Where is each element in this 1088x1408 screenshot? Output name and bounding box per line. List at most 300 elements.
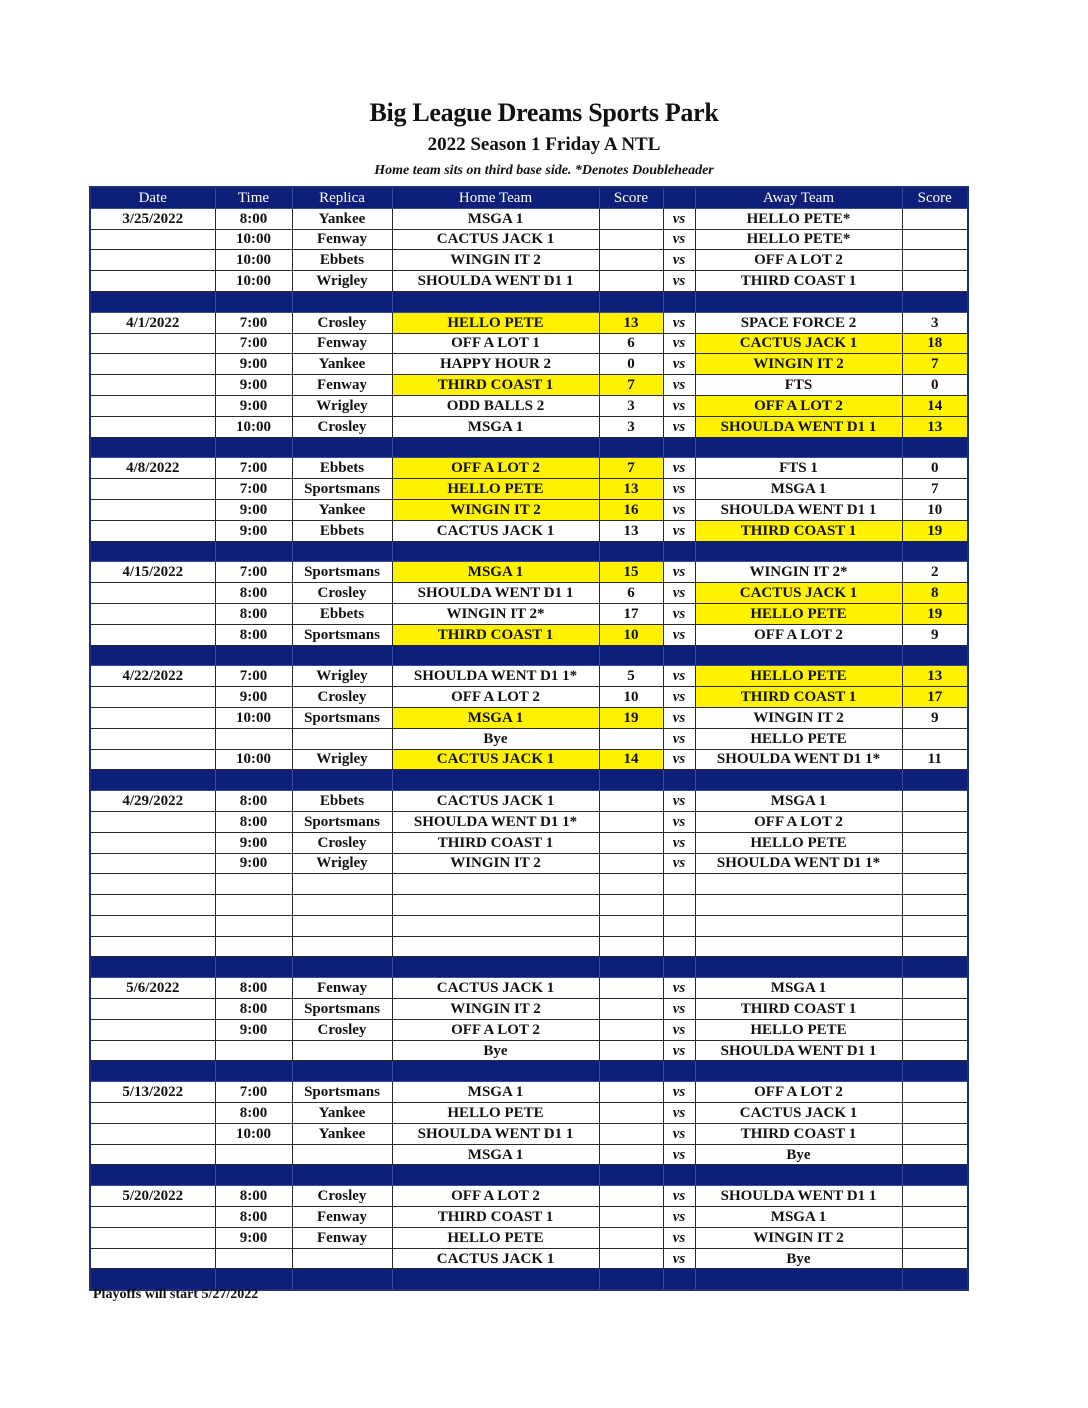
away-team-cell: THIRD COAST 1	[695, 999, 902, 1020]
vs-cell: vs	[663, 707, 695, 728]
separator-cell	[292, 291, 392, 312]
separator-cell	[695, 1269, 902, 1290]
separator-cell	[215, 291, 292, 312]
game-row	[90, 728, 968, 749]
col-header-vs	[663, 187, 695, 208]
game-row	[90, 853, 968, 874]
separator-cell	[392, 541, 599, 562]
date-cell	[90, 583, 215, 604]
vs-cell: vs	[663, 853, 695, 874]
separator-cell	[902, 437, 968, 458]
home-team-cell	[392, 874, 599, 895]
separator-cell	[663, 770, 695, 791]
replica-cell	[292, 895, 392, 916]
date-cell	[90, 1019, 215, 1040]
away-score-cell: 3	[902, 312, 968, 333]
vs-cell: vs	[663, 520, 695, 541]
home-team-cell: HAPPY HOUR 2	[392, 354, 599, 375]
away-team-cell	[695, 874, 902, 895]
game-row	[90, 874, 968, 895]
away-team-cell: OFF A LOT 2	[695, 1082, 902, 1103]
away-team-cell: MSGA 1	[695, 479, 902, 500]
away-score-cell	[902, 978, 968, 999]
home-team-cell: HELLO PETE	[392, 1103, 599, 1124]
replica-cell: Sportsmans	[292, 624, 392, 645]
time-cell: 7:00	[215, 333, 292, 354]
time-cell: 8:00	[215, 978, 292, 999]
time-cell: 8:00	[215, 999, 292, 1020]
separator-cell	[215, 1165, 292, 1186]
replica-cell: Ebbets	[292, 458, 392, 479]
home-score-cell: 6	[599, 583, 663, 604]
away-score-cell	[902, 1082, 968, 1103]
vs-cell: vs	[663, 603, 695, 624]
time-cell: 9:00	[215, 832, 292, 853]
home-score-cell	[599, 1040, 663, 1061]
game-row	[90, 208, 968, 229]
date-cell	[90, 250, 215, 271]
vs-cell: vs	[663, 499, 695, 520]
away-team-cell: HELLO PETE	[695, 728, 902, 749]
away-score-cell: 0	[902, 458, 968, 479]
away-score-cell: 14	[902, 395, 968, 416]
home-score-cell	[599, 1103, 663, 1124]
time-cell	[215, 895, 292, 916]
date-cell	[90, 229, 215, 250]
home-score-cell: 14	[599, 749, 663, 770]
col-header-away-score: Score	[902, 187, 968, 208]
replica-cell: Sportsmans	[292, 999, 392, 1020]
replica-cell: Wrigley	[292, 271, 392, 292]
home-score-cell: 16	[599, 499, 663, 520]
home-team-cell: MSGA 1	[392, 416, 599, 437]
replica-cell: Wrigley	[292, 666, 392, 687]
away-score-cell: 8	[902, 583, 968, 604]
separator-cell	[292, 541, 392, 562]
separator-cell	[695, 291, 902, 312]
game-row	[90, 707, 968, 728]
schedule-table	[89, 186, 969, 1291]
vs-cell: vs	[663, 811, 695, 832]
vs-cell: vs	[663, 333, 695, 354]
away-score-cell	[902, 1207, 968, 1228]
home-score-cell: 0	[599, 354, 663, 375]
away-team-cell: CACTUS JACK 1	[695, 583, 902, 604]
replica-cell: Fenway	[292, 1207, 392, 1228]
home-team-cell: CACTUS JACK 1	[392, 520, 599, 541]
separator-cell	[902, 1165, 968, 1186]
away-score-cell	[902, 915, 968, 936]
home-team-cell: THIRD COAST 1	[392, 1207, 599, 1228]
replica-cell: Ebbets	[292, 791, 392, 812]
home-team-cell: THIRD COAST 1	[392, 832, 599, 853]
home-score-cell	[599, 1186, 663, 1207]
replica-cell: Sportsmans	[292, 479, 392, 500]
replica-cell: Fenway	[292, 978, 392, 999]
week-separator-row	[90, 770, 968, 791]
separator-cell	[663, 645, 695, 666]
time-cell	[215, 1040, 292, 1061]
replica-cell: Wrigley	[292, 853, 392, 874]
time-cell: 9:00	[215, 499, 292, 520]
replica-cell: Ebbets	[292, 520, 392, 541]
game-row	[90, 915, 968, 936]
home-score-cell: 7	[599, 458, 663, 479]
vs-cell: vs	[663, 791, 695, 812]
replica-cell: Yankee	[292, 208, 392, 229]
away-score-cell	[902, 874, 968, 895]
vs-cell	[663, 936, 695, 957]
time-cell: 10:00	[215, 250, 292, 271]
home-team-cell: HELLO PETE	[392, 1227, 599, 1248]
separator-cell	[392, 957, 599, 978]
vs-cell: vs	[663, 271, 695, 292]
home-score-cell: 6	[599, 333, 663, 354]
date-cell	[90, 1040, 215, 1061]
vs-cell: vs	[663, 1144, 695, 1165]
vs-cell: vs	[663, 583, 695, 604]
vs-cell: vs	[663, 1082, 695, 1103]
week-separator-row	[90, 957, 968, 978]
vs-cell: vs	[663, 1040, 695, 1061]
away-score-cell	[902, 229, 968, 250]
date-cell: 4/8/2022	[90, 458, 215, 479]
date-cell	[90, 1227, 215, 1248]
vs-cell: vs	[663, 728, 695, 749]
vs-cell: vs	[663, 624, 695, 645]
separator-cell	[599, 770, 663, 791]
separator-cell	[663, 541, 695, 562]
game-row	[90, 749, 968, 770]
vs-cell	[663, 895, 695, 916]
season-subtitle: 2022 Season 1 Friday A NTL	[427, 134, 661, 155]
home-team-cell: OFF A LOT 2	[392, 1019, 599, 1040]
time-cell: 9:00	[215, 395, 292, 416]
away-team-cell: WINGIN IT 2	[695, 354, 902, 375]
away-team-cell: WINGIN IT 2*	[695, 562, 902, 583]
away-score-cell	[902, 208, 968, 229]
date-cell	[90, 832, 215, 853]
home-team-cell: OFF A LOT 2	[392, 1186, 599, 1207]
replica-cell: Wrigley	[292, 749, 392, 770]
home-team-cell: SHOULDA WENT D1 1*	[392, 811, 599, 832]
separator-cell	[902, 291, 968, 312]
date-cell	[90, 479, 215, 500]
away-score-cell: 13	[902, 666, 968, 687]
separator-cell	[215, 957, 292, 978]
replica-cell	[292, 936, 392, 957]
time-cell: 10:00	[215, 1123, 292, 1144]
game-row	[90, 791, 968, 812]
game-row	[90, 583, 968, 604]
away-score-cell: 18	[902, 333, 968, 354]
col-header-replica: Replica	[292, 187, 392, 208]
week-separator-row	[90, 645, 968, 666]
home-score-cell	[599, 832, 663, 853]
home-team-cell: WINGIN IT 2	[392, 499, 599, 520]
game-row	[90, 603, 968, 624]
week-separator-row	[90, 1165, 968, 1186]
away-score-cell	[902, 250, 968, 271]
time-cell: 9:00	[215, 1227, 292, 1248]
date-cell: 5/20/2022	[90, 1186, 215, 1207]
separator-cell	[392, 437, 599, 458]
away-team-cell: HELLO PETE	[695, 666, 902, 687]
away-score-cell	[902, 1144, 968, 1165]
game-row	[90, 895, 968, 916]
time-cell	[215, 1248, 292, 1269]
home-team-cell: WINGIN IT 2	[392, 250, 599, 271]
away-score-cell	[902, 936, 968, 957]
away-score-cell: 9	[902, 624, 968, 645]
separator-cell	[599, 1165, 663, 1186]
away-score-cell	[902, 1123, 968, 1144]
home-score-cell	[599, 1144, 663, 1165]
game-row	[90, 250, 968, 271]
game-row	[90, 936, 968, 957]
away-score-cell	[902, 1227, 968, 1248]
vs-cell: vs	[663, 250, 695, 271]
time-cell: 9:00	[215, 375, 292, 396]
home-team-cell: Bye	[392, 1040, 599, 1061]
game-row	[90, 375, 968, 396]
separator-cell	[599, 541, 663, 562]
date-cell	[90, 624, 215, 645]
vs-cell: vs	[663, 1227, 695, 1248]
date-cell	[90, 499, 215, 520]
home-score-cell: 15	[599, 562, 663, 583]
home-score-cell	[599, 728, 663, 749]
separator-cell	[663, 291, 695, 312]
separator-cell	[902, 1269, 968, 1290]
date-cell	[90, 999, 215, 1020]
time-cell: 8:00	[215, 583, 292, 604]
home-team-cell: HELLO PETE	[392, 312, 599, 333]
replica-cell	[292, 1248, 392, 1269]
away-team-cell: SPACE FORCE 2	[695, 312, 902, 333]
away-team-cell: OFF A LOT 2	[695, 395, 902, 416]
time-cell	[215, 936, 292, 957]
time-cell	[215, 1144, 292, 1165]
away-team-cell: MSGA 1	[695, 978, 902, 999]
vs-cell: vs	[663, 395, 695, 416]
time-cell: 8:00	[215, 1103, 292, 1124]
away-score-cell	[902, 999, 968, 1020]
away-team-cell: MSGA 1	[695, 1207, 902, 1228]
home-team-cell: CACTUS JACK 1	[392, 978, 599, 999]
home-team-cell: OFF A LOT 2	[392, 687, 599, 708]
home-team-cell: MSGA 1	[392, 208, 599, 229]
separator-cell	[663, 1061, 695, 1082]
separator-cell	[695, 1061, 902, 1082]
home-score-cell	[599, 874, 663, 895]
home-team-cell: WINGIN IT 2	[392, 853, 599, 874]
col-header-date: Date	[90, 187, 215, 208]
away-score-cell: 7	[902, 354, 968, 375]
week-separator-row	[90, 291, 968, 312]
date-cell	[90, 333, 215, 354]
game-row	[90, 1207, 968, 1228]
away-score-cell	[902, 1186, 968, 1207]
away-team-cell: WINGIN IT 2	[695, 1227, 902, 1248]
date-cell: 4/15/2022	[90, 562, 215, 583]
away-team-cell: CACTUS JACK 1	[695, 333, 902, 354]
date-cell	[90, 1144, 215, 1165]
home-team-cell: SHOULDA WENT D1 1	[392, 583, 599, 604]
vs-cell: vs	[663, 562, 695, 583]
home-team-cell: CACTUS JACK 1	[392, 1248, 599, 1269]
week-separator-row	[90, 437, 968, 458]
away-score-cell: 11	[902, 749, 968, 770]
separator-cell	[695, 1165, 902, 1186]
replica-cell	[292, 1040, 392, 1061]
separator-cell	[902, 1061, 968, 1082]
home-score-cell	[599, 936, 663, 957]
date-cell	[90, 603, 215, 624]
home-team-cell: THIRD COAST 1	[392, 624, 599, 645]
replica-cell: Crosley	[292, 583, 392, 604]
separator-cell	[215, 1061, 292, 1082]
date-cell	[90, 354, 215, 375]
vs-cell: vs	[663, 416, 695, 437]
replica-cell: Fenway	[292, 333, 392, 354]
separator-cell	[695, 437, 902, 458]
separator-cell	[663, 957, 695, 978]
home-team-cell: MSGA 1	[392, 562, 599, 583]
separator-cell	[392, 291, 599, 312]
time-cell: 8:00	[215, 603, 292, 624]
separator-cell	[90, 437, 215, 458]
vs-cell: vs	[663, 208, 695, 229]
away-score-cell	[902, 1248, 968, 1269]
vs-cell: vs	[663, 999, 695, 1020]
separator-cell	[90, 957, 215, 978]
game-row	[90, 1144, 968, 1165]
date-cell: 5/13/2022	[90, 1082, 215, 1103]
game-row	[90, 1123, 968, 1144]
home-score-cell	[599, 1123, 663, 1144]
separator-cell	[695, 770, 902, 791]
replica-cell: Ebbets	[292, 250, 392, 271]
separator-cell	[663, 1165, 695, 1186]
separator-cell	[695, 645, 902, 666]
home-score-cell	[599, 853, 663, 874]
vs-cell: vs	[663, 354, 695, 375]
separator-cell	[392, 1061, 599, 1082]
home-team-cell: CACTUS JACK 1	[392, 791, 599, 812]
separator-cell	[599, 437, 663, 458]
replica-cell: Crosley	[292, 1186, 392, 1207]
away-score-cell: 17	[902, 687, 968, 708]
date-cell	[90, 853, 215, 874]
game-row	[90, 687, 968, 708]
date-cell	[90, 895, 215, 916]
separator-cell	[292, 1269, 392, 1290]
time-cell: 8:00	[215, 1207, 292, 1228]
away-team-cell: FTS 1	[695, 458, 902, 479]
time-cell: 7:00	[215, 479, 292, 500]
separator-cell	[90, 770, 215, 791]
away-score-cell	[902, 1040, 968, 1061]
time-cell: 8:00	[215, 1186, 292, 1207]
time-cell: 9:00	[215, 687, 292, 708]
vs-cell: vs	[663, 832, 695, 853]
away-team-cell: SHOULDA WENT D1 1	[695, 416, 902, 437]
away-team-cell: HELLO PETE	[695, 832, 902, 853]
home-team-cell	[392, 936, 599, 957]
home-score-cell	[599, 915, 663, 936]
time-cell: 10:00	[215, 416, 292, 437]
home-score-cell	[599, 791, 663, 812]
week-separator-row	[90, 1061, 968, 1082]
home-score-cell: 3	[599, 416, 663, 437]
col-header-away-team: Away Team	[695, 187, 902, 208]
vs-cell: vs	[663, 978, 695, 999]
separator-cell	[902, 957, 968, 978]
away-score-cell	[902, 1103, 968, 1124]
time-cell	[215, 728, 292, 749]
replica-cell: Crosley	[292, 832, 392, 853]
game-row	[90, 562, 968, 583]
replica-cell: Sportsmans	[292, 562, 392, 583]
away-score-cell	[902, 271, 968, 292]
vs-cell: vs	[663, 666, 695, 687]
replica-cell: Crosley	[292, 687, 392, 708]
separator-cell	[215, 437, 292, 458]
time-cell	[215, 874, 292, 895]
separator-cell	[392, 1269, 599, 1290]
time-cell: 8:00	[215, 624, 292, 645]
vs-cell: vs	[663, 375, 695, 396]
game-row	[90, 999, 968, 1020]
vs-cell: vs	[663, 229, 695, 250]
date-cell: 5/6/2022	[90, 978, 215, 999]
home-team-cell: HELLO PETE	[392, 479, 599, 500]
date-cell	[90, 936, 215, 957]
separator-cell	[599, 1269, 663, 1290]
home-team-cell	[392, 915, 599, 936]
separator-cell	[392, 645, 599, 666]
home-score-cell	[599, 978, 663, 999]
week-separator-row	[90, 541, 968, 562]
separator-cell	[902, 645, 968, 666]
game-row	[90, 520, 968, 541]
date-cell	[90, 687, 215, 708]
game-row	[90, 666, 968, 687]
away-team-cell: WINGIN IT 2	[695, 707, 902, 728]
away-team-cell: FTS	[695, 375, 902, 396]
home-team-cell: MSGA 1	[392, 1144, 599, 1165]
separator-cell	[292, 770, 392, 791]
time-cell: 7:00	[215, 458, 292, 479]
vs-cell: vs	[663, 1103, 695, 1124]
away-score-cell	[902, 1019, 968, 1040]
replica-cell: Crosley	[292, 312, 392, 333]
date-cell	[90, 416, 215, 437]
replica-cell: Wrigley	[292, 395, 392, 416]
separator-cell	[902, 541, 968, 562]
away-score-cell	[902, 895, 968, 916]
separator-cell	[292, 645, 392, 666]
time-cell	[215, 915, 292, 936]
home-team-cell: WINGIN IT 2	[392, 999, 599, 1020]
replica-cell: Yankee	[292, 1103, 392, 1124]
game-row	[90, 229, 968, 250]
home-team-cell: CACTUS JACK 1	[392, 229, 599, 250]
home-team-cell: OFF A LOT 1	[392, 333, 599, 354]
away-team-cell: THIRD COAST 1	[695, 271, 902, 292]
vs-cell: vs	[663, 1186, 695, 1207]
